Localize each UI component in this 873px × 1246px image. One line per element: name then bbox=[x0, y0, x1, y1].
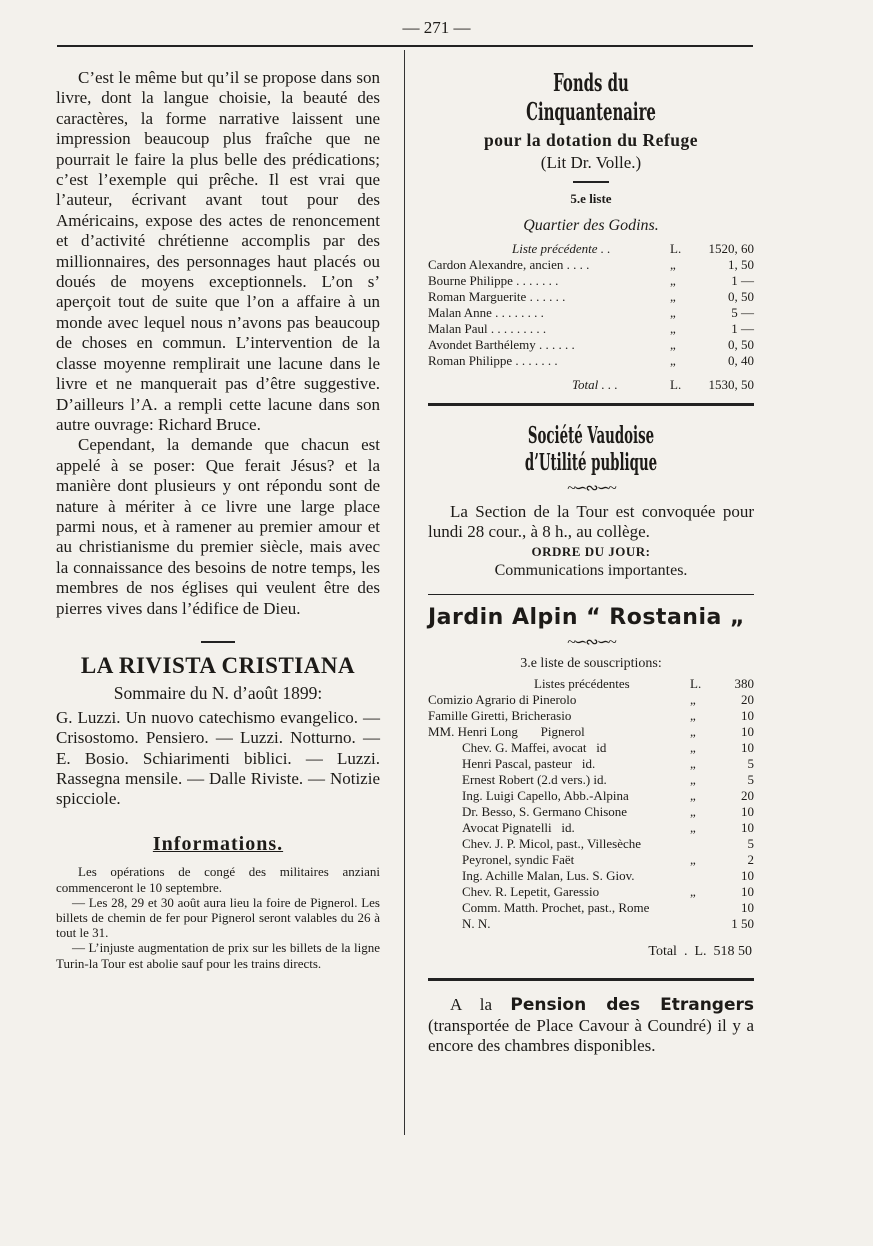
row-currency: „ bbox=[690, 884, 696, 900]
row-name: Cardon Alexandre, ancien . . . . bbox=[428, 257, 590, 272]
row-currency: „ bbox=[670, 337, 676, 352]
row-name: Chev. J. P. Micol, past., Villesèche bbox=[462, 836, 642, 852]
row-amount: 5 — bbox=[731, 305, 754, 320]
row-name: Ing. Achille Malan, Lus. S. Giov. bbox=[462, 868, 635, 884]
svu-communications: Communications importantes. bbox=[494, 562, 688, 580]
fonds-liste-number: 5.e liste bbox=[570, 191, 612, 206]
fonds-subtitle: pour la dotation du Refuge bbox=[484, 130, 698, 150]
table-row bbox=[428, 724, 754, 740]
row-amount: 1, 50 bbox=[728, 257, 754, 272]
table-row bbox=[428, 676, 754, 692]
row-name: Comizio Agrario di Pinerolo bbox=[428, 692, 577, 708]
row-currency: „ bbox=[670, 321, 676, 336]
table-row bbox=[428, 788, 754, 804]
row-name: Henri Pascal, pasteur id. bbox=[462, 756, 596, 772]
row-name: Malan Paul . . . . . . . . . bbox=[428, 321, 547, 336]
table-row bbox=[428, 900, 754, 916]
row-amount: 10 bbox=[741, 900, 754, 916]
total-currency: L. bbox=[670, 377, 682, 392]
total-amount: 1530, 50 bbox=[708, 377, 754, 392]
row-amount: 20 bbox=[741, 692, 754, 708]
row-amount: 5 bbox=[747, 756, 754, 772]
row-amount: 1 50 bbox=[731, 916, 754, 932]
pension-notice bbox=[428, 995, 754, 1056]
table-row bbox=[428, 289, 754, 305]
row-currency bbox=[690, 836, 714, 852]
section-rule bbox=[428, 594, 754, 595]
row-name: Roman Marguerite . . . . . . bbox=[428, 289, 566, 304]
row-amount: 10 bbox=[741, 868, 754, 884]
row-name: Dr. Besso, S. Germano Chisone bbox=[462, 804, 628, 820]
ornament-icon: ~∽∾∽~ bbox=[567, 634, 615, 652]
table-row bbox=[428, 337, 754, 353]
info-item: Les opérations de congé des militaires anziani commenceront le 10 septembre. bbox=[56, 864, 380, 895]
table-row bbox=[428, 257, 754, 273]
total-label: Total . . . bbox=[572, 377, 618, 392]
row-amount: 10 bbox=[741, 724, 754, 740]
ornament-icon: ~∽∾∽~ bbox=[567, 480, 615, 497]
row-currency: „ bbox=[690, 724, 696, 740]
row-currency bbox=[690, 916, 714, 932]
table-row bbox=[428, 868, 754, 884]
row-amount: 5 bbox=[747, 836, 754, 852]
row-currency: „ bbox=[670, 273, 676, 288]
row-name: Malan Anne . . . . . . . . bbox=[428, 305, 544, 320]
section-rule bbox=[428, 978, 754, 981]
column-divider bbox=[404, 50, 405, 1135]
table-row bbox=[428, 273, 754, 289]
svu-title: Société Vaudoise d’Utilité publique bbox=[524, 422, 658, 476]
page-number: — 271 — bbox=[402, 18, 471, 37]
informations-title: Informations. bbox=[152, 833, 284, 856]
table-row bbox=[428, 353, 754, 369]
pension-rest: (transportée de Place Cavour à Coundré) il y a encore des chambres disponibles. bbox=[428, 1015, 754, 1055]
row-name: MM. Henri Long Pignerol bbox=[428, 724, 585, 740]
row-amount: 10 bbox=[741, 740, 754, 756]
row-amount: 0, 40 bbox=[728, 353, 754, 368]
rivista-title: LA RIVISTA CRISTIANA bbox=[80, 652, 356, 678]
table-row bbox=[428, 692, 754, 708]
row-currency: „ bbox=[690, 740, 696, 756]
rivista-subtitle: Sommaire du N. d’août 1899: bbox=[113, 682, 323, 703]
section-rule bbox=[428, 403, 754, 406]
jardin-liste-number: 3.e liste de souscriptions: bbox=[520, 656, 662, 672]
row-currency: „ bbox=[670, 289, 676, 304]
table-row bbox=[428, 884, 754, 900]
fonds-subtitle-2: (Lit Dr. Volle.) bbox=[540, 153, 642, 172]
row-currency: „ bbox=[690, 692, 696, 708]
row-name: Ernest Robert (2.d vers.) id. bbox=[462, 772, 607, 788]
row-name: Ing. Luigi Capello, Abb.-Alpina bbox=[462, 788, 629, 804]
row-amount: 380 bbox=[734, 676, 754, 692]
header-rule bbox=[57, 45, 753, 47]
row-currency bbox=[690, 868, 714, 884]
row-currency: „ bbox=[690, 852, 696, 868]
fonds-quartier: Quartier des Godins. bbox=[523, 217, 659, 234]
intro-paragraph: C’est le même but qu’il se propose dans son livre, dont la langue choisie, la beauté des caractères, la forme narrative laissent une impression beaucoup plus fraîche que ne pourrait le faire la plus belle des prédications; c’est l’exemple qui prêche. Il est vrai que l’auteur, écrivant avant tout pour des Américains, expose des actes de renoncement et d’activité chrétienne accomplis par des millionnaires, des personnages haut placés ou doués de moyens exceptionnels. L’on s’ aperçoit tout de suite que l’on a affaire à un monde avec lequel nous n’avons pas beaucoup de choses en commun. L’intervention de la classe moyenne remplirait une lacune dans le livre et ne manquerait pas d’être suggestive. D’ailleurs l’A. a rempli cette lacune dans son autre ouvrage: Richard Bruce. bbox=[56, 68, 380, 434]
row-currency bbox=[690, 900, 714, 916]
table-row bbox=[428, 852, 754, 868]
row-amount: 1 — bbox=[731, 321, 754, 336]
row-currency: „ bbox=[690, 804, 696, 820]
row-amount: 10 bbox=[741, 820, 754, 836]
row-amount: 10 bbox=[741, 884, 754, 900]
table-row bbox=[428, 740, 754, 756]
fonds-title: Fonds du Cinquantenaire bbox=[526, 68, 656, 126]
pension-lead: A la bbox=[450, 995, 511, 1015]
table-row bbox=[428, 820, 754, 836]
info-item: — L’injuste augmentation de prix sur les billets de la ligne Turin-la Tour est abolie sauf pour les trains directs. bbox=[56, 940, 380, 971]
svu-body: La Section de la Tour est convoquée pour lundi 28 cour., à 8 h., au collège. bbox=[428, 502, 754, 542]
total-row bbox=[428, 377, 754, 393]
table-row bbox=[428, 241, 754, 257]
row-name: Liste précédente . . bbox=[512, 241, 611, 256]
table-row bbox=[428, 708, 754, 724]
row-currency: „ bbox=[690, 772, 696, 788]
table-row bbox=[428, 756, 754, 772]
section-rule bbox=[201, 641, 235, 643]
svu-ordre-du-jour: ORDRE DU JOUR: bbox=[531, 544, 651, 560]
table-row bbox=[428, 321, 754, 337]
row-currency: „ bbox=[670, 257, 676, 272]
row-currency: L. bbox=[670, 241, 682, 256]
row-name: Peyronel, syndic Faët bbox=[462, 852, 575, 868]
section-rule bbox=[573, 181, 609, 183]
rivista-summary: G. Luzzi. Un nuovo catechismo evangelico. — Crisostomo. Pensiero. — Luzzi. Notturno. — E. Bosio. Schiarimenti biblici. — Luzzi. Rassegna mensile. — Dalle Riviste. — Notizie spicciole. bbox=[56, 707, 380, 809]
row-currency: „ bbox=[690, 820, 696, 836]
table-row bbox=[428, 305, 754, 321]
right-column bbox=[428, 68, 754, 1056]
row-name: Avondet Barthélemy . . . . . . bbox=[428, 337, 575, 352]
row-amount: 10 bbox=[741, 804, 754, 820]
row-amount: 0, 50 bbox=[728, 337, 754, 352]
pension-name: Pension des Etrangers bbox=[510, 995, 755, 1016]
table-row bbox=[428, 836, 754, 852]
row-currency: L. bbox=[690, 676, 702, 692]
info-item: — Les 28, 29 et 30 août aura lieu la foire de Pignerol. Les billets de chemin de fer pour Pignerol seront valables du 26 à tout le 31. bbox=[56, 894, 380, 941]
fonds-table bbox=[428, 241, 754, 393]
row-currency: „ bbox=[670, 353, 676, 368]
row-name: Chev. R. Lepetit, Garessio bbox=[462, 884, 600, 900]
row-name: Roman Philippe . . . . . . . bbox=[428, 353, 558, 368]
row-currency: „ bbox=[690, 788, 696, 804]
jardin-total: Total . L. 518 50 bbox=[648, 944, 752, 960]
table-row bbox=[428, 916, 754, 932]
row-name: Bourne Philippe . . . . . . . bbox=[428, 273, 559, 288]
row-amount: 0, 50 bbox=[728, 289, 754, 304]
table-row bbox=[428, 804, 754, 820]
row-name: Famille Giretti, Bricherasio bbox=[428, 708, 572, 724]
jardin-table bbox=[428, 676, 754, 932]
row-name: N. N. bbox=[462, 916, 491, 932]
row-name: Chev. G. Maffei, avocat id bbox=[462, 740, 607, 756]
jardin-title: Jardin Alpin “ Rostania „ bbox=[428, 605, 745, 631]
row-amount: 2 bbox=[747, 852, 754, 868]
left-column bbox=[56, 68, 380, 971]
row-currency: „ bbox=[670, 305, 676, 320]
row-currency: „ bbox=[690, 756, 696, 772]
row-amount: 1 — bbox=[731, 273, 754, 288]
row-name: Listes précédentes bbox=[534, 676, 630, 692]
row-currency: „ bbox=[690, 708, 696, 724]
row-amount: 20 bbox=[741, 788, 754, 804]
row-amount: 1520, 60 bbox=[708, 241, 754, 256]
table-row bbox=[428, 772, 754, 788]
row-name: Comm. Matth. Prochet, past., Rome bbox=[462, 900, 650, 916]
row-amount: 5 bbox=[747, 772, 754, 788]
row-amount: 10 bbox=[741, 708, 754, 724]
row-name: Avocat Pignatelli id. bbox=[462, 820, 575, 836]
second-paragraph: Cependant, la demande que chacun est appelé à se poser: Que ferait Jésus? et la manière dont plusieurs y ont répondu sont de nature à mériter à ce livre une large place parmi nous, et à ramener au premier amour et au christianisme du premier siècle, mais avec la connaissance des besoins de notre temps, les membres de nos églises qui veulent être des pierres vives dans l’édifice de Dieu. bbox=[56, 435, 380, 618]
